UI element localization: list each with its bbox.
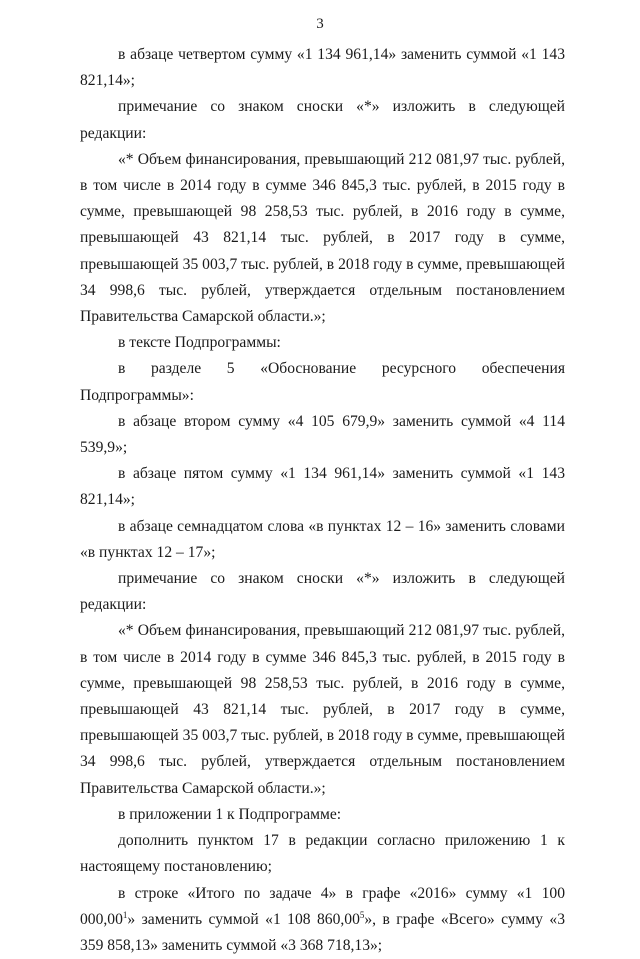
paragraph-7: в абзаце пятом сумму «1 134 961,14» заменить суммой «1 143 821,14»; xyxy=(80,461,565,513)
footnote-marker-1: 1 xyxy=(123,910,128,920)
paragraph-4: в тексте Подпрограммы: xyxy=(80,330,565,356)
paragraph-9: примечание со знаком сноски «*» изложить в следующей редакции: xyxy=(80,566,565,618)
paragraph-13-text-3: », в графе «Всего» сумму «3 359 858,13» заменить суммой «3 368 718,13»; xyxy=(80,911,565,954)
page-number: 3 xyxy=(0,16,640,33)
paragraph-3: «* Объем финансирования, превышающий 212 081,97 тыс. рублей, в том числе в 2014 году в сумме 346 845,3 тыс. рублей, в 2015 году в сумме, превышающей 98 258,53 тыс. рублей, в 2016 году в сумме, превышающей 43 821,14 тыс. рублей, в 2017 году в сумме, превышающей 35 003,7 тыс. рублей, в 2018 году в сумме, превышающей 34 998,6 тыс. рублей, утверждается отдельным постановлением Правительства Самарской области.»; xyxy=(80,147,565,330)
paragraph-10: «* Объем финансирования, превышающий 212 081,97 тыс. рублей, в том числе в 2014 году в сумме 346 845,3 тыс. рублей, в 2015 году в сумме, превышающей 98 258,53 тыс. рублей, в 2016 году в сумме, превышающей 43 821,14 тыс. рублей, в 2017 году в сумме, превышающей 35 003,7 тыс. рублей, в 2018 году в сумме, превышающей 34 998,6 тыс. рублей, утверждается отдельным постановлением Правительства Самарской области.»; xyxy=(80,618,565,801)
footnote-marker-5: 5 xyxy=(360,910,365,920)
paragraph-13-text-2: » заменить суммой «1 108 860,00 xyxy=(127,911,359,928)
paragraph-2: примечание со знаком сноски «*» изложить в следующей редакции: xyxy=(80,94,565,146)
paragraph-5: в разделе 5 «Обоснование ресурсного обеспечения Подпрограммы»: xyxy=(80,356,565,408)
paragraph-13-text-1: в строке «Итого по задаче 4» в графе «2016» сумму «1 100 000,00 xyxy=(80,885,565,928)
paragraph-11: в приложении 1 к Подпрограмме: xyxy=(80,802,565,828)
paragraph-12: дополнить пунктом 17 в редакции согласно приложению 1 к настоящему постановлению; xyxy=(80,828,565,880)
paragraph-13 xyxy=(80,881,565,959)
paragraph-1: в абзаце четвертом сумму «1 134 961,14» заменить суммой «1 143 821,14»; xyxy=(80,42,565,94)
paragraph-8: в абзаце семнадцатом слова «в пунктах 12 – 16» заменить словами «в пунктах 12 – 17»; xyxy=(80,514,565,566)
document-body xyxy=(80,42,565,959)
paragraph-6: в абзаце втором сумму «4 105 679,9» заменить суммой «4 114 539,9»; xyxy=(80,409,565,461)
